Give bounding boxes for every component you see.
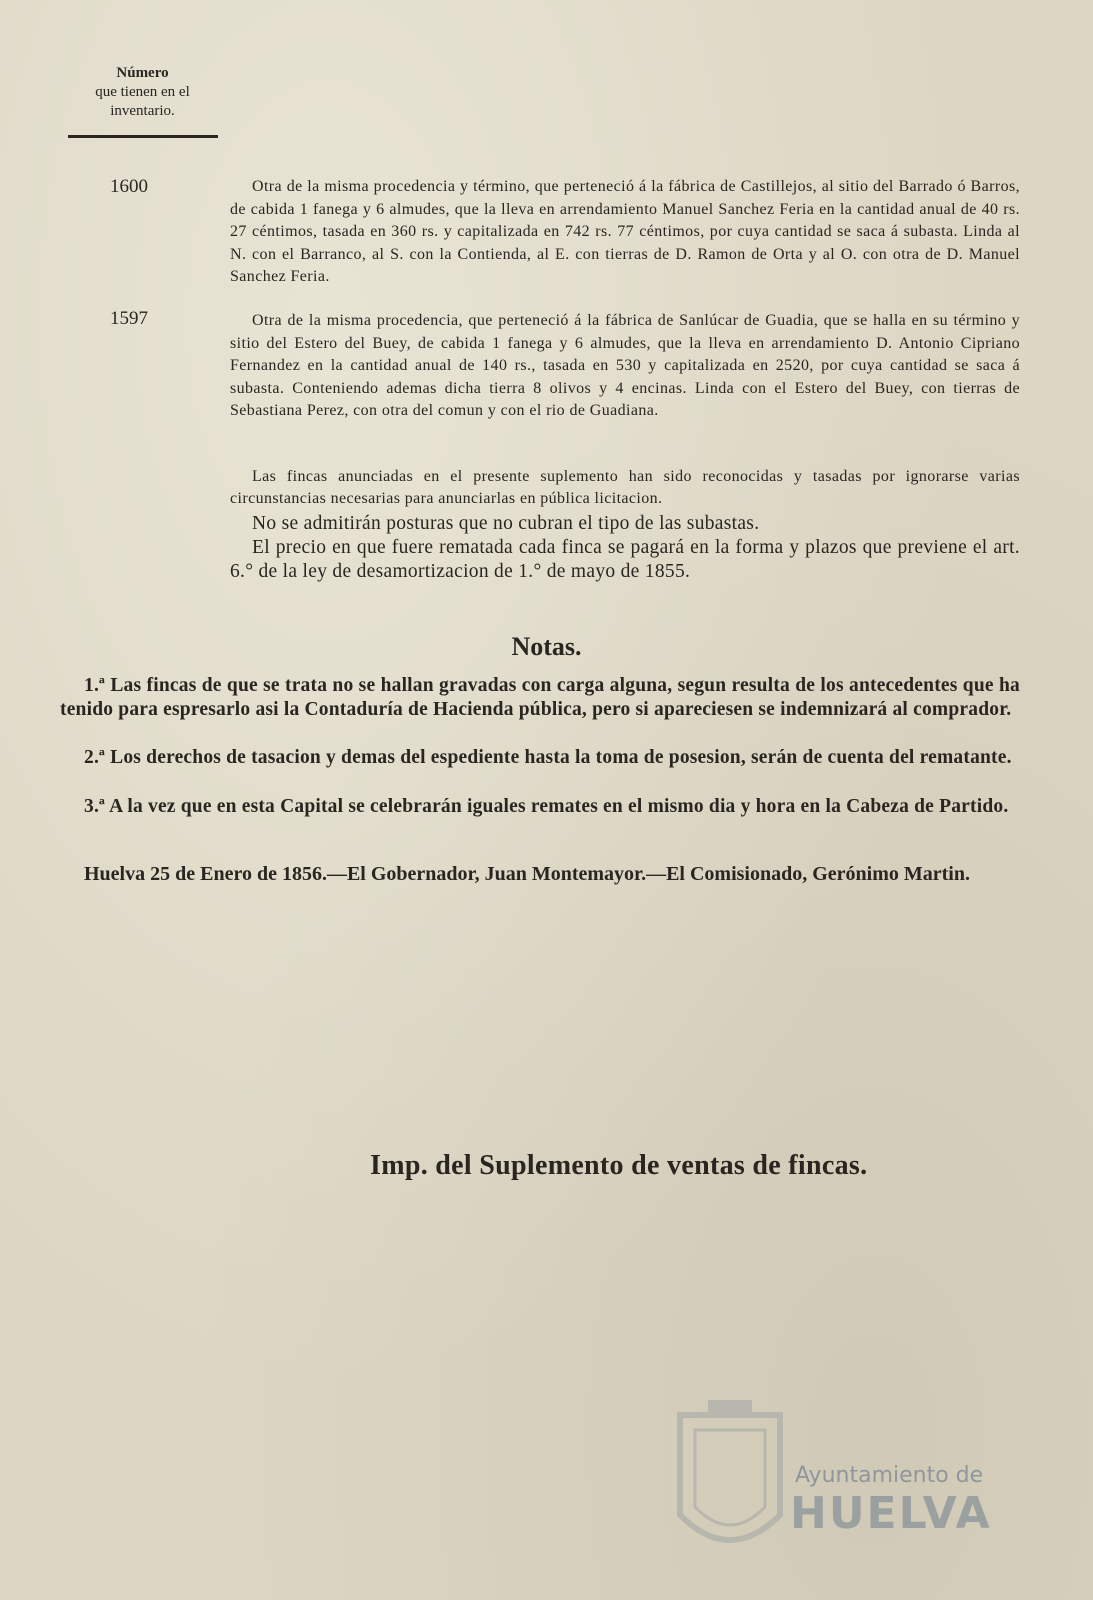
- paragraph-reconocidas: Las fincas anunciadas en el presente suplemento han sido reconocidas y tasadas por ignorarse varias circunstancias necesarias para anunciarlas en pública licitacion.: [230, 468, 1020, 507]
- imprint-line: Imp. del Suplemento de ventas de fincas.: [370, 1150, 868, 1181]
- note-3: 3.ª A la vez que en esta Capital se celebrarán iguales remates en el mismo dia y hora en la Cabeza de Partido.: [84, 796, 1009, 817]
- header-rule: [68, 135, 218, 138]
- header-line-3: inventario.: [110, 103, 175, 119]
- watermark-line-2: HUELVA: [790, 1488, 992, 1539]
- note-2: 2.ª Los derechos de tasacion y demas del espediente hasta la toma de posesion, serán de cuenta del rematante.: [84, 747, 1012, 768]
- note-1: 1.ª Las fincas de que se trata no se hallan gravadas con carga alguna, segun resulta de los antecedentes que ha tenido para espresarlo asi la Contaduría de Hacienda pública, pero si apareciesen se indemnizará al comprador.: [60, 675, 1020, 720]
- header-line-2: que tienen en el: [95, 84, 190, 100]
- watermark-line-1: Ayuntamiento de: [795, 1463, 984, 1488]
- notas-heading: Notas.: [511, 632, 582, 661]
- paragraph-precio: El precio en que fuere rematada cada finca se pagará en la forma y plazos que previene el art. 6.° de la ley de desamortizacion de 1.° de mayo de 1855.: [230, 537, 1020, 582]
- header-line-1: Número: [116, 65, 169, 81]
- inventory-number: 1600: [110, 176, 148, 197]
- paragraph-posturas: No se admitirán posturas que no cubran el tipo de las subastas.: [252, 513, 760, 534]
- inventory-number-header: [60, 64, 225, 138]
- signature-line: Huelva 25 de Enero de 1856.—El Gobernador, Juan Montemayor.—El Comisionado, Gerónimo Martin.: [84, 863, 970, 885]
- inventory-number: 1597: [110, 308, 148, 329]
- entry-description: Otra de la misma procedencia, que perteneció á la fábrica de Sanlúcar de Guadia, que se halla en su término y sitio del Estero del Buey, de cabida 1 fanega y 6 almudes, que la lleva en arrendamiento D. Antonio Cipriano Fernandez en la cantidad anual de 140 rs., tasada en 530 y capitalizada en 2520, por cuya cantidad se saca á subasta. Conteniendo ademas dicha tierra 8 olivos y 4 encinas. Linda con el Estero del Buey, con tierras de Sebastiana Perez, con otra del comun y con el rio de Guadiana.: [230, 312, 1020, 419]
- entry-description: Otra de la misma procedencia y término, que perteneció á la fábrica de Castillejos, al sitio del Barrado ó Barros, de cabida 1 fanega y 6 almudes, que la lleva en arrendamiento Manuel Sanchez Feria en la cantidad anual de 40 rs. 27 céntimos, tasada en 360 rs. y capitalizada en 742 rs. 77 céntimos, por cuya cantidad se saca á subasta. Linda al N. con el Barranco, al S. con la Contienda, al E. con tierras de D. Ramon de Orta y al O. con otra de D. Manuel Sanchez Feria.: [230, 178, 1020, 285]
